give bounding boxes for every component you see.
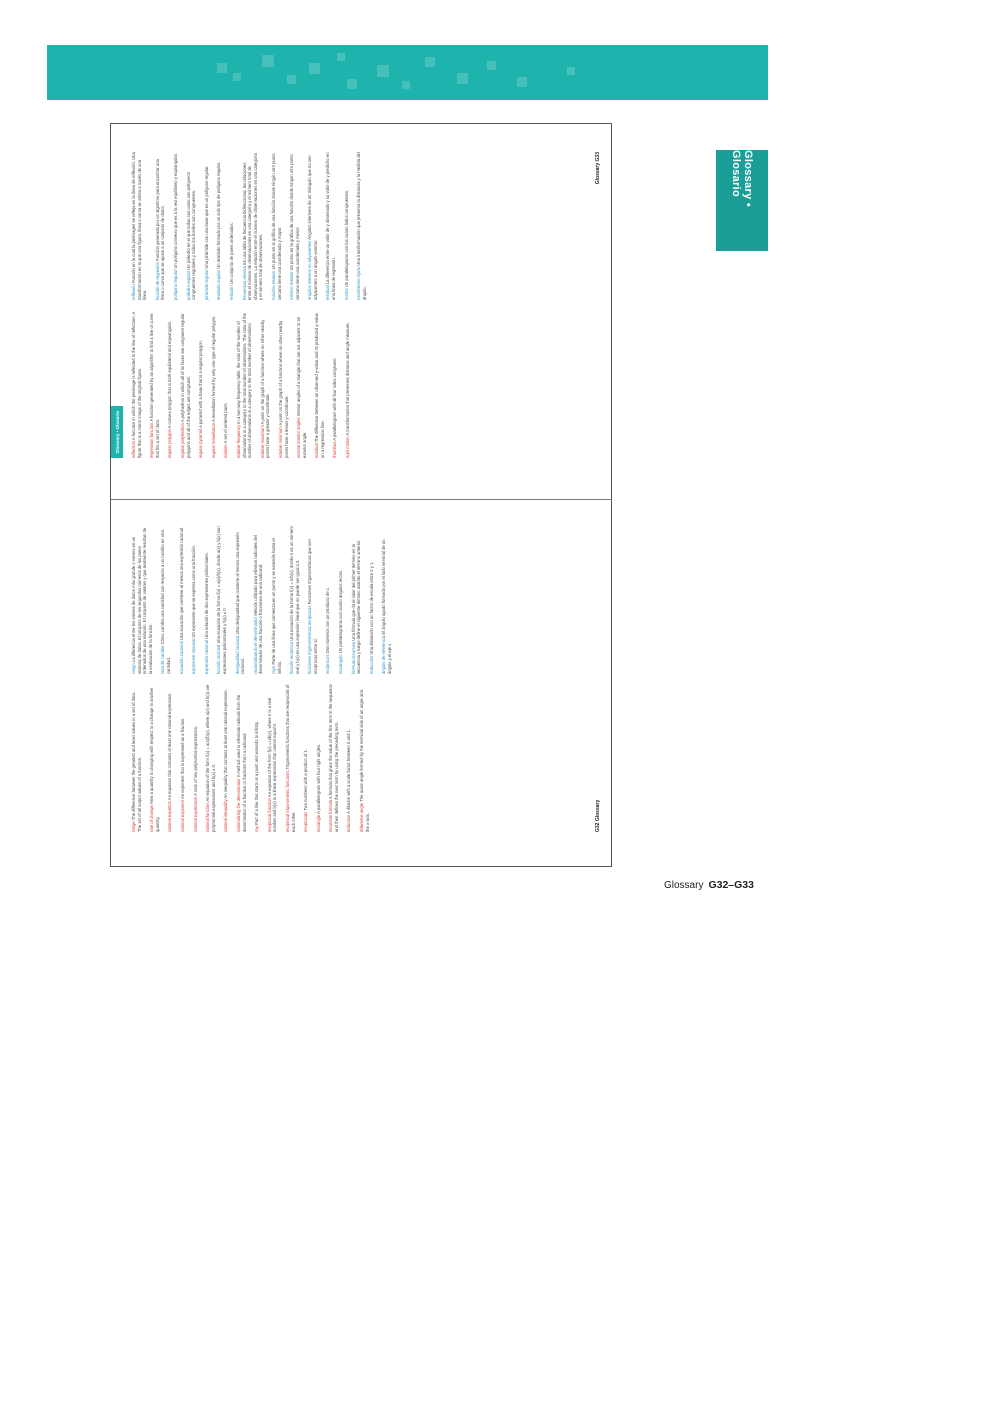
glossary-definition: Ángulos interiores de un triángulo que no son adyacentes a un ángulo exterior.	[307, 155, 318, 300]
glossary-term: residual	[325, 285, 331, 300]
glossary-entry	[235, 526, 246, 674]
glossary-definition: An equation of the form f(x) = n/b(x), where n is a real number and b(x) is a linear expression that cannot equal 0.	[266, 697, 278, 832]
glossary-definition: Un exponente que se expresa como una fracción.	[191, 545, 197, 639]
glossary-term: rigid motion	[345, 436, 351, 458]
glossary-entry	[180, 684, 186, 832]
glossary-term: rhombus	[332, 441, 338, 458]
glossary-term: relative frequency	[235, 424, 241, 458]
glossary-term: frecuencia relativa	[241, 266, 247, 300]
glossary-definition: A set of ordered pairs.	[223, 402, 229, 445]
glossary-entry	[191, 526, 197, 674]
glossary-definition: A parallelogram with all four sides congruent.	[332, 357, 338, 442]
glossary-entry	[223, 684, 229, 832]
glossary-definition: A tessellation formed by only one type of regular polygon.	[210, 315, 216, 423]
caption-label: Glossary	[664, 880, 704, 891]
glossary-entry	[173, 152, 179, 300]
glossary-entry	[131, 684, 142, 832]
glossary-entry	[204, 152, 210, 300]
glossary-definition: A ratio of two polynomial expressions.	[192, 725, 198, 797]
glossary-definition: Una ecuación de la forma f(x) = a(x)/b(x), donde a(x) y b(x) son expresiones polinomiales y b(x) ≠ 0.	[216, 526, 227, 674]
glossary-definition: Un paralelogramo con cuatro ángulos rectos.	[338, 569, 344, 655]
glossary-term: exponente racional	[191, 638, 197, 674]
left-page-spanish-column	[131, 526, 577, 674]
glossary-definition: An inequality that contains at least one rational expression.	[223, 689, 229, 800]
glossary-term: teselado regular	[216, 269, 222, 300]
right-page-english-column	[131, 310, 577, 458]
glossary-definition: A point on the graph of a function where no other nearby points have a lesser y-coordinate.	[277, 320, 289, 458]
glossary-term: polígono regular	[172, 269, 178, 300]
glossary-entry	[267, 684, 278, 832]
glossary-definition: An exponent that is expressed as a fraction.	[179, 717, 185, 800]
glossary-entry	[242, 152, 264, 300]
glossary-definition: Una ecuación de la forma f(x) = n/b(x), donde n es un número real y b(x) es una expresión lineal que no puede ser igual a 0.	[289, 526, 300, 674]
glossary-entry	[253, 526, 264, 674]
glossary-definition: Método utilizado para eliminar radicales del denominador de una fracción o fracciones de una radicand.	[252, 535, 264, 674]
caption-pages: G32–G33	[708, 879, 754, 891]
glossary-entry	[167, 310, 173, 458]
glossary-term: relative maximum	[259, 425, 265, 458]
glossary-definition: A transformation that preserves distance and angle measure.	[345, 322, 351, 437]
glossary-term: función de regresión	[154, 262, 160, 300]
glossary-definition: Una desigualdad que contiene al menos una expresión racional.	[234, 532, 246, 674]
glossary-term: movimiento rígido	[356, 266, 362, 300]
glossary-term: reduction	[346, 814, 352, 832]
glossary-entry	[131, 526, 153, 674]
glossary-term: rational function	[205, 802, 211, 832]
glossary-term: reciprocal trigonometric functions	[284, 770, 290, 832]
glossary-term: rational inequality	[223, 799, 229, 832]
glossary-entry	[167, 684, 173, 832]
glossary-definition: A polyhedron in which all of its faces are congruent regular polygons and all of the edges are congruent.	[179, 313, 191, 458]
glossary-entry	[356, 152, 367, 300]
glossary-definition: Dos números con un producto de 1.	[325, 586, 331, 655]
glossary-entry	[307, 526, 318, 674]
glossary-definition: A pyramid with a base that is a regular polygon.	[198, 339, 204, 429]
glossary-definition: The acute angle formed by the terminal side of an angle and the x-axis.	[359, 690, 370, 832]
glossary-entry	[289, 152, 300, 300]
glossary-entry	[211, 310, 217, 458]
glossary-entry	[307, 152, 318, 300]
glossary-entry	[180, 310, 191, 458]
glossary-entry	[359, 684, 370, 832]
page-spread	[110, 123, 612, 867]
glossary-term: reflexión	[131, 284, 136, 300]
glossary-definition: Funciones trigonométricas que son recíprocas entre sí.	[307, 539, 318, 674]
glossary-entry	[131, 152, 148, 300]
glossary-entry	[278, 310, 289, 458]
glossary-term: regular tessellation	[210, 422, 216, 458]
glossary-definition: An equation that contains at least one rational expression.	[167, 692, 173, 802]
glossary-term: rational equation	[167, 801, 173, 832]
glossary-definition: Una fórmula que da el valor del primer término en la secuencia y luego define el siguiente término usando el término anterior.	[350, 539, 362, 674]
glossary-entry	[338, 526, 344, 674]
glossary-entry	[149, 310, 160, 458]
glossary-term: fórmula recursiva	[350, 641, 356, 674]
glossary-definition: A method used to eliminate radicals from the denominator of a fraction or fractions from a radicand.	[235, 694, 247, 832]
glossary-definition: An equation of the form f(x) = a(x)/b(x), where a(x) and b(x) are polynomial expressions and b(x) ≠ 0.	[205, 684, 216, 832]
glossary-definition: Part of a line that starts at a point and extends to infinity.	[254, 721, 260, 827]
glossary-term: relación	[228, 285, 234, 300]
glossary-term: reducción	[368, 655, 374, 674]
glossary-term: regression function	[149, 422, 155, 458]
glossary-term: range	[131, 821, 136, 832]
glossary-entry	[345, 310, 351, 458]
glossary-term: ecuación racional	[178, 641, 184, 674]
glossary-entry	[314, 310, 325, 458]
glossary-term: ángulos internos no adyacentes	[307, 240, 313, 300]
glossary-definition: Un punto en la gráfica de una función donde ningún otro punto cercano tiene una coordenada y mayor.	[270, 153, 282, 300]
glossary-entry	[381, 526, 392, 674]
glossary-entry	[285, 684, 296, 832]
glossary-entry	[351, 526, 362, 674]
glossary-entry	[316, 684, 322, 832]
glossary-term: reference angle	[359, 802, 365, 832]
glossary-term: remote interior angles	[296, 417, 302, 458]
glossary-entry	[271, 152, 282, 300]
glossary-term: relation	[223, 444, 229, 458]
glossary-term: regular polygon	[167, 429, 173, 458]
glossary-definition: A formula that gives the value of the first term in the sequence and then defines the next term by using the preceding term.	[328, 684, 339, 832]
glossary-entry	[204, 526, 210, 674]
glossary-definition: How a quantity is changing with respect to a change in another quantity.	[149, 687, 160, 832]
glossary-definition: A parallelogram with four right angles.	[315, 743, 321, 815]
glossary-entry	[328, 684, 339, 832]
glossary-definition: Un poliedro en el que todas sus caras son polígonos congruentes regulares y todos los bordes son congruentes.	[185, 172, 197, 300]
glossary-entry	[344, 152, 350, 300]
glossary-term: recursive formula	[328, 799, 334, 832]
glossary-entry	[205, 684, 216, 832]
glossary-definition: A convex polygon that is both equilateral and equiangular.	[167, 321, 173, 430]
glossary-term: residual	[314, 443, 320, 458]
glossary-entry	[223, 310, 229, 458]
glossary-entry	[289, 526, 300, 674]
glossary-term: reciprocal function	[266, 798, 272, 832]
glossary-term: racionalizando el denominador	[252, 616, 258, 674]
glossary-entry	[155, 152, 166, 300]
glossary-definition: Un punto en la gráfica de una función donde ningún otro punto cercano tiene una coordenada y menor.	[289, 154, 300, 300]
glossary-term: regular polyhedron	[179, 423, 185, 458]
glossary-entry	[149, 684, 160, 832]
glossary-entry	[131, 310, 142, 458]
glossary-definition: Trigonometric functions that are reciprocals of each other.	[284, 684, 296, 832]
glossary-entry	[325, 526, 331, 674]
page-tab: Glossary • Glosario	[111, 406, 123, 458]
glossary-term: recíprocos	[325, 654, 331, 674]
glossary-entry	[186, 152, 197, 300]
glossary-term: tasa de cambio	[160, 645, 166, 674]
glossary-definition: Una pirámide con una base que es un polígono regular.	[203, 165, 209, 270]
glossary-term: rate of change	[149, 805, 155, 832]
glossary-definition: A dilation with a scale factor between 0 and 1.	[346, 728, 352, 815]
left-page	[111, 498, 611, 870]
glossary-definition: Una relación de dos expresiones polinomiales.	[203, 552, 209, 640]
glossary-definition: A function in which the preimage is reflected in the line of reflection. A figure that is a mirror image of the original figure.	[131, 311, 142, 458]
glossary-term: relative minimum	[277, 426, 283, 458]
right-page	[111, 124, 611, 496]
glossary-entry	[229, 152, 235, 300]
left-page-english-column	[131, 684, 577, 832]
glossary-definition: Two numbers with a product of 1.	[303, 748, 309, 812]
glossary-definition: Una ecuación que contiene al menos una expresión racional.	[178, 526, 184, 642]
glossary-definition: A function generated by an algorithm to find a line or curve that fits a set of data.	[149, 313, 160, 458]
glossary-entry	[198, 310, 204, 458]
glossary-definition: A point on the graph of a function where no other nearby points have a greater y-coordinate.	[259, 319, 271, 458]
glossary-definition: La diferencia entre los valores de datos más grande o menos en un sistema de datos. El conjunto de los segundos números de los pares ordenados de una relación. El conjunto de valores y que realmente resultan de la evaluación de la función.	[131, 527, 153, 674]
glossary-definition: Parte de una línea que comienza en un punto y se extiende hasta el infinito.	[270, 538, 282, 674]
glossary-definition: La diferencia entre un valor de y observado y su valor de y predicho en una línea de regresión.	[325, 152, 337, 300]
glossary-definition: The difference between the greatest and least values in a set of data. The set of all output values of a function.	[131, 692, 142, 832]
glossary-definition: Una transformación que preserva la distancia y la medida del ángulo.	[356, 152, 367, 300]
glossary-term: desigualdad racional	[234, 635, 240, 674]
glossary-entry	[325, 152, 336, 300]
glossary-term: poliedro regular	[185, 270, 191, 300]
glossary-term: ángulo de referencia	[381, 635, 387, 674]
glossary-entry	[236, 310, 253, 458]
glossary-term: ray	[254, 826, 260, 832]
glossary-entry	[216, 152, 222, 300]
left-page-folio: G32 Glossary	[595, 799, 601, 832]
glossary-term: rombo	[343, 288, 349, 300]
glossary-term: reciprocals	[303, 811, 309, 832]
side-tab-label: Glossary • Glosario	[730, 150, 754, 207]
glossary-term: rayo	[270, 665, 276, 674]
glossary-term: regular pyramid	[198, 428, 204, 458]
glossary-entry	[236, 684, 247, 832]
right-page-spanish-column	[131, 152, 577, 300]
glossary-term: función recíproca	[289, 641, 295, 674]
glossary-term: función racional	[216, 644, 222, 674]
glossary-entry	[179, 526, 185, 674]
glossary-entry	[332, 310, 338, 458]
glossary-definition: El ángulo agudo formado por el lado terminal de un ángulo y el eje x.	[381, 539, 393, 674]
glossary-definition: Función generada por un algoritmo para encontrar una línea o curva que se ajuste a un conjunto de datos.	[154, 159, 166, 300]
glossary-definition: Cómo cambia una cantidad con respecto a un cambio en otra cantidad.	[160, 530, 171, 674]
glossary-entry	[369, 526, 375, 674]
glossary-term: rectangle	[315, 814, 321, 832]
glossary-term: rationalizing the denominator	[235, 778, 241, 832]
right-page-folio: Glossary G33	[595, 152, 601, 185]
page-caption	[664, 879, 754, 891]
glossary-term: pirámide regular	[203, 269, 209, 300]
glossary-definition: Una dilatación con un factor de escala entre 0 y 1.	[368, 561, 374, 656]
header-banner	[47, 45, 768, 100]
glossary-term: expresión racional	[203, 640, 209, 674]
glossary-definition: In a two-way frequency table, the ratio of the number of observations in a category to the total number of observations. The ratio of the number of observations in a category to the total number of observations.	[235, 313, 253, 458]
glossary-term: funciones trigonométricas recíprocas	[307, 605, 313, 674]
glossary-entry	[271, 526, 282, 674]
glossary-term: rational exponent	[179, 799, 185, 832]
glossary-definition: The difference between an observed y-value and its predicted y-value on a regression line.	[314, 313, 325, 458]
glossary-term: rango	[131, 663, 136, 674]
glossary-entry	[346, 684, 352, 832]
glossary-term: rational expression	[192, 796, 198, 832]
glossary-entry	[303, 684, 309, 832]
glossary-term: rectángulo	[338, 654, 344, 674]
glossary-term: reflection	[131, 441, 136, 458]
glossary-term: mínimo relativo	[289, 271, 295, 300]
glossary-entry	[216, 526, 227, 674]
glossary-entry	[260, 310, 271, 458]
glossary-definition: Función en la cual la preimagen se refleja en la línea de reflexión. Una transformación en la que una figura, línea o curva se voltea a través de una línea.	[131, 152, 148, 300]
glossary-definition: Interior angles of a triangle that are not adjacent to an exterior angle.	[296, 316, 307, 458]
glossary-definition: Un paralelogramo con los cuatro lados congruentes.	[343, 189, 349, 289]
glossary-definition: Un conjunto de pares ordenados.	[228, 222, 234, 286]
glossary-side-tab	[716, 150, 768, 251]
glossary-definition: En una tabla de frecuencia bidireccional, las relaciones entre el número de observaciones en una categoría y el número total de observaciones. La relación entre el número de observaciones en una categoría y el número total de observaciones.	[241, 153, 264, 300]
glossary-entry	[160, 526, 171, 674]
glossary-definition: Un teselado formado por un solo tipo de polígono regular.	[216, 161, 222, 270]
glossary-definition: Un polígono convexo que es a la vez equilátero y equiangular.	[172, 153, 178, 270]
glossary-term: máximo relativo	[270, 270, 276, 300]
glossary-entry	[193, 684, 199, 832]
glossary-entry	[296, 310, 307, 458]
glossary-entry	[254, 684, 260, 832]
